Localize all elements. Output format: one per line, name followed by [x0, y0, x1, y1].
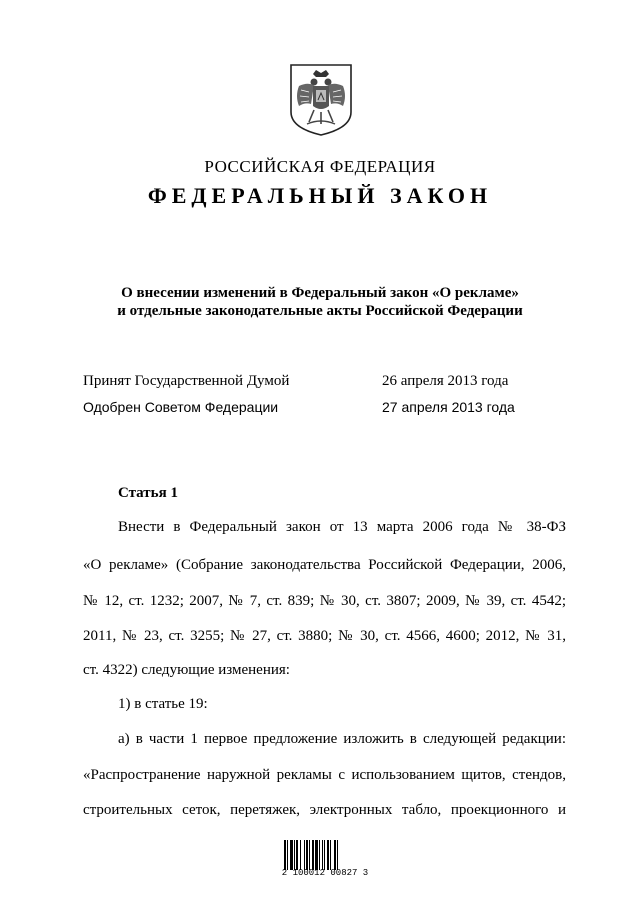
law-title-line-1: О внесении изменений в Федеральный закон «О рекламе»: [121, 285, 519, 301]
coat-of-arms-icon: [287, 62, 355, 138]
country-name: РОССИЙСКАЯ ФЕДЕРАЦИЯ: [204, 157, 436, 176]
barcode-number: 2 100012 00827 3: [281, 868, 369, 878]
approval-label-council: Одобрен Советом Федерации: [83, 399, 279, 415]
article-heading: Статья 1: [118, 485, 178, 501]
barcode-icon: [283, 840, 363, 870]
article-text-line: «О рекламе» (Собрание законодательства Российской Федерации, 2006,: [83, 557, 566, 573]
article-text-line: Внести в Федеральный закон от 13 марта 2006 года № 38-ФЗ: [118, 519, 566, 535]
adoption-label-duma: Принят Государственной Думой: [83, 373, 290, 389]
document-type: ФЕДЕРАЛЬНЫЙ ЗАКОН: [147, 183, 493, 208]
article-text-line: 1) в статье 19:: [118, 696, 208, 712]
adoption-date-duma: 26 апреля 2013 года: [382, 373, 509, 389]
article-text-line: а) в части 1 первое предложение изложить в следующей редакции:: [118, 731, 566, 747]
article-text-line: ст. 4322) следующие изменения:: [83, 662, 290, 678]
law-title-line-2: и отдельные законодательные акты Российской Федерации: [117, 303, 523, 319]
article-text-line: строительных сеток, перетяжек, электронных табло, проекционного и: [83, 802, 566, 818]
approval-date-council: 27 апреля 2013 года: [382, 399, 515, 415]
article-text-line: № 12, ст. 1232; 2007, № 7, ст. 839; № 30, ст. 3807; 2009, № 39, ст. 4542;: [83, 593, 566, 609]
article-text-line: «Распространение наружной рекламы с использованием щитов, стендов,: [83, 767, 566, 783]
article-text-line: 2011, № 23, ст. 3255; № 27, ст. 3880; № 30, ст. 4566, 4600; 2012, № 31,: [83, 628, 566, 644]
